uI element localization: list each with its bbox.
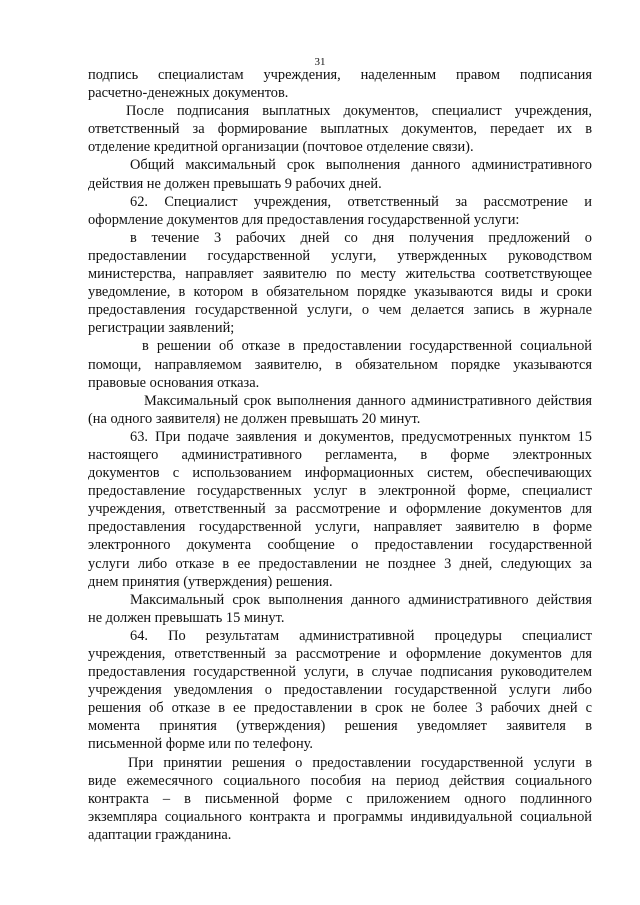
text-line: момента принятия (утверждения) решения уведомляет заявителя в xyxy=(88,718,592,735)
text-line: учреждения уведомления о предоставлении государственной услуги либо xyxy=(88,682,592,699)
text-line: 64. По результатам административной процедуры специалист xyxy=(130,627,592,644)
paragraph xyxy=(88,754,592,844)
text-line: предоставления государственной услуги, о чем делается запись в журнале xyxy=(88,302,592,319)
text-line: оформление документов для предоставления государственной услуги: xyxy=(88,211,520,228)
text-line: Максимальный срок выполнения данного административного действия xyxy=(144,392,592,409)
text-line: в решении об отказе в предоставлении государственной социальной xyxy=(142,338,592,355)
paragraph xyxy=(88,627,592,754)
paragraph xyxy=(88,392,592,428)
text-line: предоставления государственной услуги, в случае подписания руководителем xyxy=(88,664,592,681)
text-line: помощи, направляемом заявителю, в обязательном порядке указываются xyxy=(88,356,592,373)
text-line: предоставлении государственной услуги, утвержденных руководством xyxy=(88,247,592,264)
text-line: контракта – в письменной форме с приложением одного подлинного xyxy=(88,790,592,807)
paragraph xyxy=(88,591,592,627)
text-line: правовые основания отказа. xyxy=(88,374,260,391)
text-line: уведомление, в котором в обязательном порядке указываются виды и сроки xyxy=(88,284,592,301)
text-line: документов с использованием информационных систем, обеспечивающих xyxy=(88,465,592,482)
text-line: После подписания выплатных документов, специалист учреждения, xyxy=(126,103,592,120)
text-line: виде ежемесячного социального пособия на период действия социального xyxy=(88,772,592,789)
paragraph xyxy=(88,156,592,192)
text-line: предоставления государственной услуги, направляет заявителю в форме xyxy=(88,519,592,536)
paragraph xyxy=(88,337,592,391)
text-line: министерства, направляет заявителю по месту жительства соответствующее xyxy=(88,266,592,283)
text-line: подпись специалистам учреждения, наделенным правом подписания xyxy=(88,67,592,83)
text-line: отделение кредитной организации (почтовое отделение связи). xyxy=(88,139,474,156)
text-line: письменной форме или по телефону. xyxy=(88,736,314,753)
text-line: учреждения, ответственный за рассмотрение и оформление документов для xyxy=(88,501,592,518)
paragraph xyxy=(88,428,592,591)
text-line: в течение 3 рабочих дней со дня получения предложений о xyxy=(130,229,592,246)
text-line: не должен превышать 15 минут. xyxy=(88,609,285,626)
text-line: адаптации гражданина. xyxy=(88,826,232,843)
paragraph xyxy=(88,193,592,229)
text-line: регистрации заявлений; xyxy=(88,320,235,337)
text-line: предоставление государственных услуг в электронной форме, специалист xyxy=(88,483,592,500)
text-line: При принятии решения о предоставлении государственной услуги в xyxy=(128,754,592,771)
text-line: Общий максимальный срок выполнения данного административного xyxy=(130,157,592,174)
paragraph xyxy=(88,102,592,156)
text-line: учреждения, ответственный за рассмотрение и оформление документов для xyxy=(88,646,592,662)
text-line: 62. Специалист учреждения, ответственный за рассмотрение и xyxy=(130,193,592,210)
text-line: услуги либо отказе в ее предоставлении не позднее 3 дней, следующих за xyxy=(88,555,592,572)
text-line: расчетно-денежных документов. xyxy=(88,85,289,102)
paragraph xyxy=(88,66,592,102)
text-line: Максимальный срок выполнения данного административного действия xyxy=(130,591,592,608)
text-line: действия не должен превышать 9 рабочих дней. xyxy=(88,175,382,192)
paragraph xyxy=(88,229,592,338)
text-line: электронного документа сообщение о предоставлении государственной xyxy=(88,537,592,554)
text-line: настоящего административного регламента, в форме электронных xyxy=(88,446,592,463)
text-line: (на одного заявителя) не должен превышать 20 минут. xyxy=(88,410,421,427)
text-line: 63. При подаче заявления и документов, предусмотренных пунктом 15 xyxy=(130,428,592,445)
text-line: решения об отказе в ее предоставлении в срок не более 3 рабочих дней с xyxy=(88,700,592,717)
text-line: днем принятия (утверждения) решения. xyxy=(88,573,333,590)
text-line: ответственный за формирование выплатных документов, передает их в xyxy=(88,121,592,138)
document-body xyxy=(88,66,592,844)
page-number: 31 xyxy=(314,56,326,68)
text-line: экземпляра социального контракта и программы индивидуальной социальной xyxy=(88,808,592,825)
